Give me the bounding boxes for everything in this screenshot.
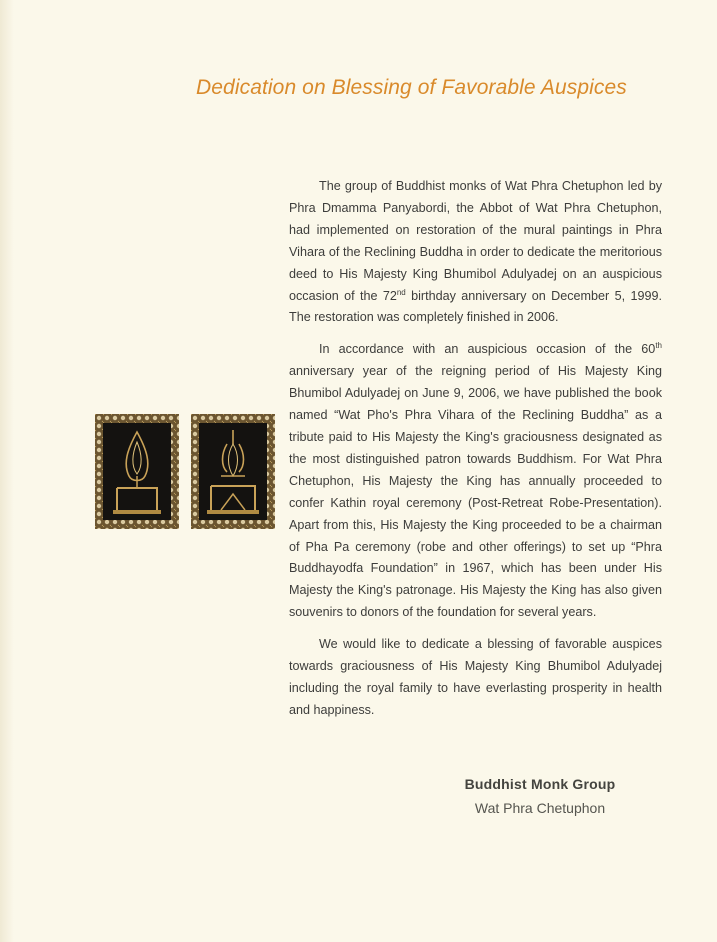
paragraph-2-text: In accordance with an auspicious occasion of the 60 (319, 342, 656, 357)
page-title: Dedication on Blessing of Favorable Auspices (196, 76, 627, 99)
signature-name: Buddhist Monk Group (464, 776, 616, 792)
paragraph-1-text-cont: birthday anniversary on December 5, 1999. The restoration was completely finished in 2006. (289, 288, 662, 325)
paragraph-2-text-cont: anniversary year of the reigning period of His Majesty King Bhumibol Adulyadej on June 9, 2006, we have published the book named “Wat Pho's Phra Vihara of the Reclining Buddha” as a tribute paid to His Majesty the King's graciousness designated as the most distinguished patron towards Buddhism. For Wat Phra Chetuphon, His Majesty the King has annually proceeded to confer Kathin royal ceremony (Post-Retreat Robe-Presentation). Apart from this, His Majesty the King proceeded to be a chairman of Pha Pa ceremony (robe and other offerings) to set up “Phra Buddhayodfa Foundation” in 1967, which has been under His Majesty the King's patronage. His Majesty the King has also given souvenirs to donors of the foundation for several years. (289, 364, 662, 620)
ordinal-suffix: nd (396, 287, 406, 297)
paragraph-publication (289, 339, 662, 624)
dedication-body (289, 176, 662, 732)
souvenir-photo-right (191, 414, 275, 529)
signature-block (440, 776, 640, 816)
paragraph-1-text: The group of Buddhist monks of Wat Phra Chetuphon led by Phra Dmamma Panyabordi, the Abbot of Wat Phra Chetuphon, had implemented on restoration of the mural paintings in Phra Vihara of the Reclining Buddha in order to dedicate the meritorious deed to His Majesty King Bhumibol Adulyadej on an auspicious occasion of the 72 (289, 179, 662, 303)
paragraph-restoration (289, 176, 662, 329)
souvenir-photo-left (95, 414, 179, 529)
souvenir-plaque-right-image (191, 414, 275, 529)
ordinal-suffix: th (655, 341, 662, 351)
signature-place: Wat Phra Chetuphon (474, 800, 606, 816)
souvenir-plaque-left-image (95, 414, 179, 529)
page-binding-edge (0, 0, 14, 942)
paragraph-blessing: We would like to dedicate a blessing of favorable auspices towards graciousness of His Majesty King Bhumibol Adulyadej including the royal family to have everlasting prosperity in health and happiness. (289, 637, 662, 717)
